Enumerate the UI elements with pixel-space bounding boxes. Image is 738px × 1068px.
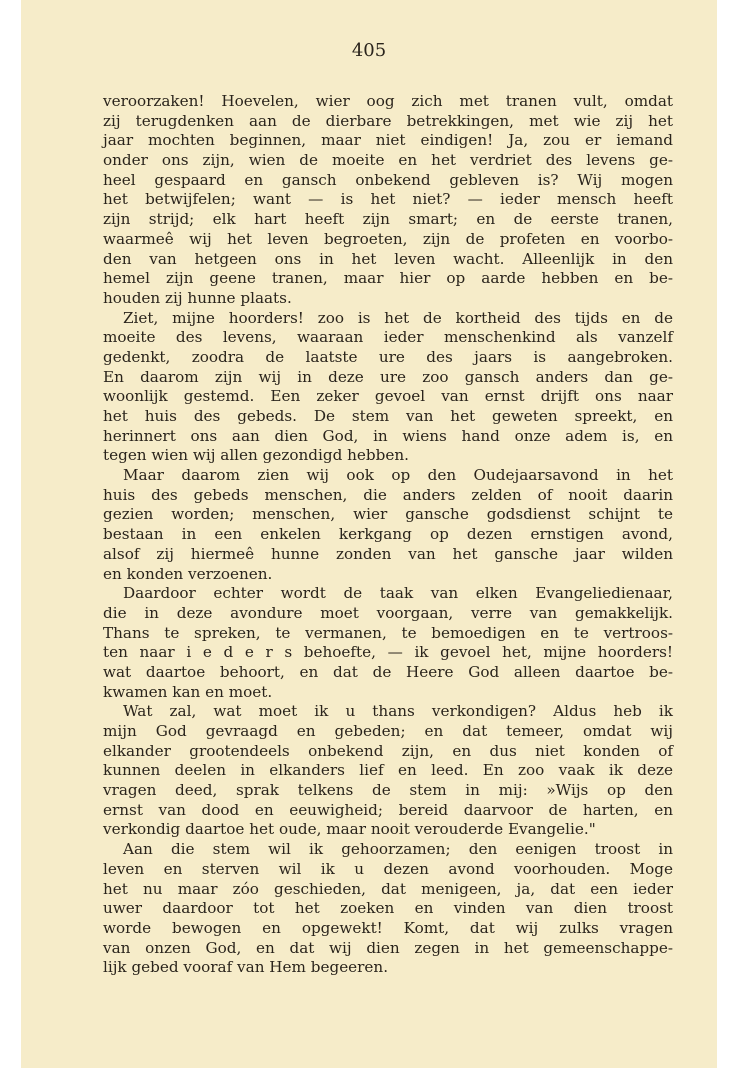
text-line: Maar daarom zien wij ook op den Oudejaarsavond in het [123, 466, 673, 485]
text-line: het nu maar zóo geschieden, dat menigeen, ja, dat een ieder [103, 879, 673, 898]
text-line: worde bewogen en opgewekt! Komt, dat wij zulks vragen [103, 918, 673, 937]
text-line: Wat zal, wat moet ik u thans verkondigen? Aldus heb ik [123, 702, 673, 721]
text-line: kunnen deelen in elkanders lief en leed. En zoo vaak ik deze [103, 761, 673, 780]
text-line: ten naar i e d e r s behoefte, — ik gevoel het, mijne hoorders! [103, 643, 673, 662]
text-line: vragen deed, sprak telkens de stem in mij: »Wijs op den [103, 781, 673, 800]
text-line: elkander grootendeels onbekend zijn, en dus niet konden of [103, 741, 673, 760]
text-line: gedenkt, zoodra de laatste ure des jaars is aangebroken. [103, 347, 673, 366]
text-line: den van hetgeen ons in het leven wacht. Alleenlijk in den [103, 249, 673, 268]
text-line: verkondig daartoe het oude, maar nooit verouderde Evangelie." [103, 820, 596, 839]
text-line: het betwijfelen; want — is het niet? — ieder mensch heeft [103, 190, 673, 209]
text-line: woonlijk gestemd. Een zeker gevoel van ernst drijft ons naar [103, 387, 673, 406]
text-line: die in deze avondure moet voorgaan, verre van gemakkelijk. [103, 603, 673, 622]
text-line: houden zij hunne plaats. [103, 288, 292, 307]
text-line: leven en sterven wil ik u dezen avond voorhouden. Moge [103, 859, 673, 878]
text-line: zijn strijd; elk hart heeft zijn smart; en de eerste tranen, [103, 210, 673, 229]
text-line: alsof zij hiermeê hunne zonden van het gansche jaar wilden [103, 544, 673, 563]
text-line: ernst van dood en eeuwigheid; bereid daarvoor de harten, en [103, 800, 673, 819]
text-line: bestaan in een enkelen kerkgang op dezen ernstigen avond, [103, 525, 673, 544]
page-number: 405 [351, 40, 387, 61]
text-line: herinnert ons aan dien God, in wiens hand onze adem is, en [103, 426, 673, 445]
text-line: het huis des gebeds. De stem van het geweten spreekt, en [103, 407, 673, 425]
text-line: En daarom zijn wij in deze ure zoo gansch anders dan ge- [103, 367, 673, 386]
text-line: veroorzaken! Hoevelen, wier oog zich met tranen vult, omdat [103, 92, 673, 110]
text-line: zij terugdenken aan de dierbare betrekkingen, met wie zij het [103, 111, 673, 130]
text-line: van onzen God, en dat wij dien zegen in het gemeenschappe- [103, 938, 673, 957]
text-line: Ziet, mijne hoorders! zoo is het de kortheid des tijds en de [123, 308, 673, 327]
text-line: gezien worden; menschen, wier gansche godsdienst schijnt te [103, 505, 673, 524]
text-line: jaar mochten beginnen, maar niet eindigen! Ja, zou er iemand [103, 131, 673, 150]
text-line: onder ons zijn, wien de moeite en het verdriet des levens ge- [103, 151, 673, 170]
text-line: lijk gebed vooraf van Hem begeeren. [103, 958, 389, 977]
text-line: wat daartoe behoort, en dat de Heere God alleen daartoe be- [103, 662, 673, 681]
text-line: en konden verzoenen. [103, 564, 273, 583]
text-line: Aan die stem wil ik gehoorzamen; den eenigen troost in [123, 840, 673, 859]
body-text [103, 92, 673, 978]
text-line: heel gespaard en gansch onbekend gebleven is? Wij mogen [103, 170, 673, 189]
text-line: hemel zijn geene tranen, maar hier op aarde hebben en be- [103, 269, 673, 288]
text-line: tegen wien wij allen gezondigd hebben. [103, 446, 409, 465]
text-line: uwer daardoor tot het zoeken en vinden van dien troost [103, 899, 673, 918]
text-line: huis des gebeds menschen, die anders zelden of nooit daarin [103, 485, 673, 504]
text-line: kwamen kan en moet. [103, 682, 273, 701]
book-page [21, 0, 717, 1068]
text-line: moeite des levens, waaraan ieder menschenkind als vanzelf [103, 328, 673, 347]
text-line: mijn God gevraagd en gebeden; en dat temeer, omdat wij [103, 722, 673, 740]
text-line: waarmeê wij het leven begroeten, zijn de profeten en voorbo- [103, 229, 673, 248]
text-line: Daardoor echter wordt de taak van elken Evangeliedienaar, [123, 584, 673, 603]
text-line: Thans te spreken, te vermanen, te bemoedigen en te vertroos- [103, 623, 673, 642]
